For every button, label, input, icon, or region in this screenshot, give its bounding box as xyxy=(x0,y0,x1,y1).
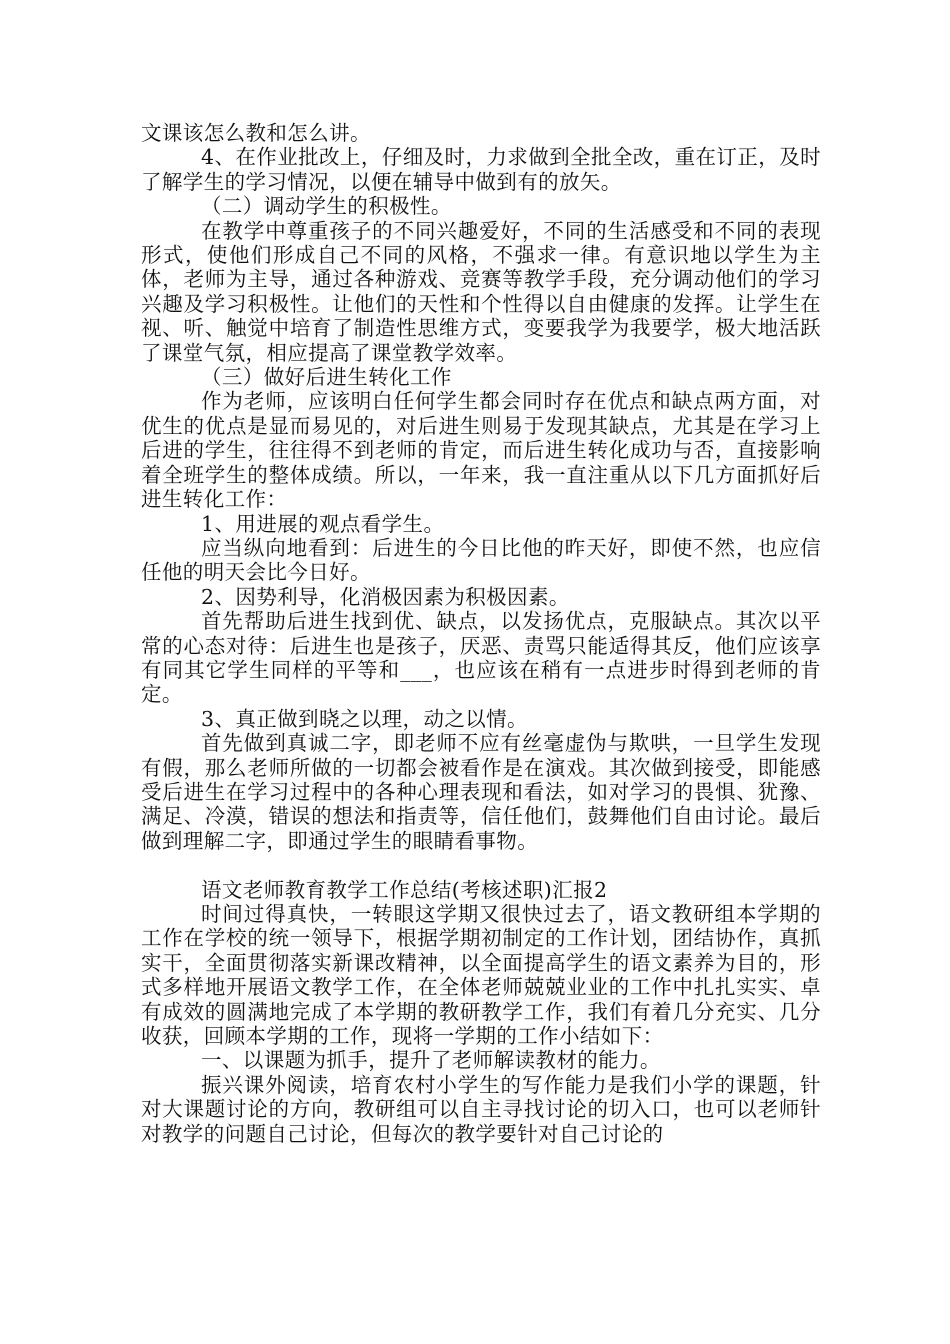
paragraph-extracurricular-reading: 振兴课外阅读，培育农村小学生的写作能力是我们小学的课题，针对大课题讨论的方向，教研组可以自主寻找讨论的切入口，也可以老师针对教学的问题自己讨论，但每次的教学要针对自己讨论的 xyxy=(141,1072,821,1146)
subheading-research-topic: 一、以课题为抓手，提升了老师解读教材的能力。 xyxy=(201,1048,661,1073)
paragraph-homework-correction: 4、在作业批改上，仔细及时，力求做到全批全改，重在订正，及时了解学生的学习情况，以便在辅导中做到有的放矢。 xyxy=(141,145,821,194)
list-item-3: 3、真正做到晓之以理，动之以情。 xyxy=(201,706,528,731)
paragraph-semester-summary: 时间过得真快，一转眼这学期又很快过去了，语文教研组本学期的工作在学校的统一领导下，根据学期初制定的工作计划，团结协作，真抓实干，全面贯彻落实新课改精神，以全面提高学生的语文素养为目的，形式多样地开展语文教学工作，在全体老师兢兢业业的工作中扎扎实实、卓有成效的圆满地完成了本学期的教研教学工作，我们有着几分充实、几分收获，回顾本学期的工作，现将一学期的工作小结如下： xyxy=(141,901,821,1049)
paragraph-strengths-weaknesses: 首先帮助后进生找到优、缺点，以发扬优点，克服缺点。其次以平常的心态对待：后进生也是孩子，厌恶、责骂只能适得其反，他们应该享有同其它学生同样的平等和___，也应该在稍有一点进步时得到老师的肯定。 xyxy=(141,609,821,707)
list-item-1: 1、用进展的观点看学生。 xyxy=(201,511,445,536)
document-body xyxy=(141,121,821,1146)
paragraph-sincerity: 首先做到真诚二字，即老师不应有丝毫虚伪与欺哄，一旦学生发现有假，那么老师所做的一切都会被看作是在演戏。其次做到接受，即能感受后进生在学习过程中的各种心理表现和看法，如对学习的畏惧、犹豫、满足、冷漠，错误的想法和指责等，信任他们，鼓舞他们自由讨论。最后做到理解二字，即通过学生的眼睛看事物。 xyxy=(141,731,821,853)
section-title-report-2: 语文老师教育教学工作总结(考核述职)汇报2 xyxy=(201,877,608,902)
paragraph-teacher-role: 作为老师，应该明白任何学生都会同时存在优点和缺点两方面，对优生的优点是显而易见的，对后进生则易于发现其缺点，尤其是在学习上后进的学生，往往得不到老师的肯定，而后进生转化成功与否，直接影响着全班学生的整体成绩。所以，一年来，我一直注重从以下几方面抓好后进生转化工作： xyxy=(141,389,821,512)
subheading-underachievers: （三）做好后进生转化工作 xyxy=(201,365,452,390)
list-item-2: 2、因势利导，化消极因素为积极因素。 xyxy=(201,584,570,609)
subheading-motivate-students: （二）调动学生的积极性。 xyxy=(201,194,452,219)
paragraph-longitudinal-view: 应当纵向地看到：后进生的今日比他的昨天好，即使不然，也应信任他的明天会比今日好。 xyxy=(141,535,821,585)
paragraph-continuation: 文课该怎么教和怎么讲。 xyxy=(141,121,371,145)
paragraph-respect-interests: 在教学中尊重孩子的不同兴趣爱好，不同的生活感受和不同的表现形式，使他们形成自己不同的风格，不强求一律。有意识地以学生为主体，老师为主导，通过各种游戏、竞赛等教学手段，充分调动他们的学习兴趣及学习积极性。让他们的天性和个性得以自由健康的发挥。让学生在视、听、触觉中培育了制造性思维方式，变要我学为我要学，极大地活跃了课堂气氛，相应提高了课堂教学效率。 xyxy=(141,218,821,365)
